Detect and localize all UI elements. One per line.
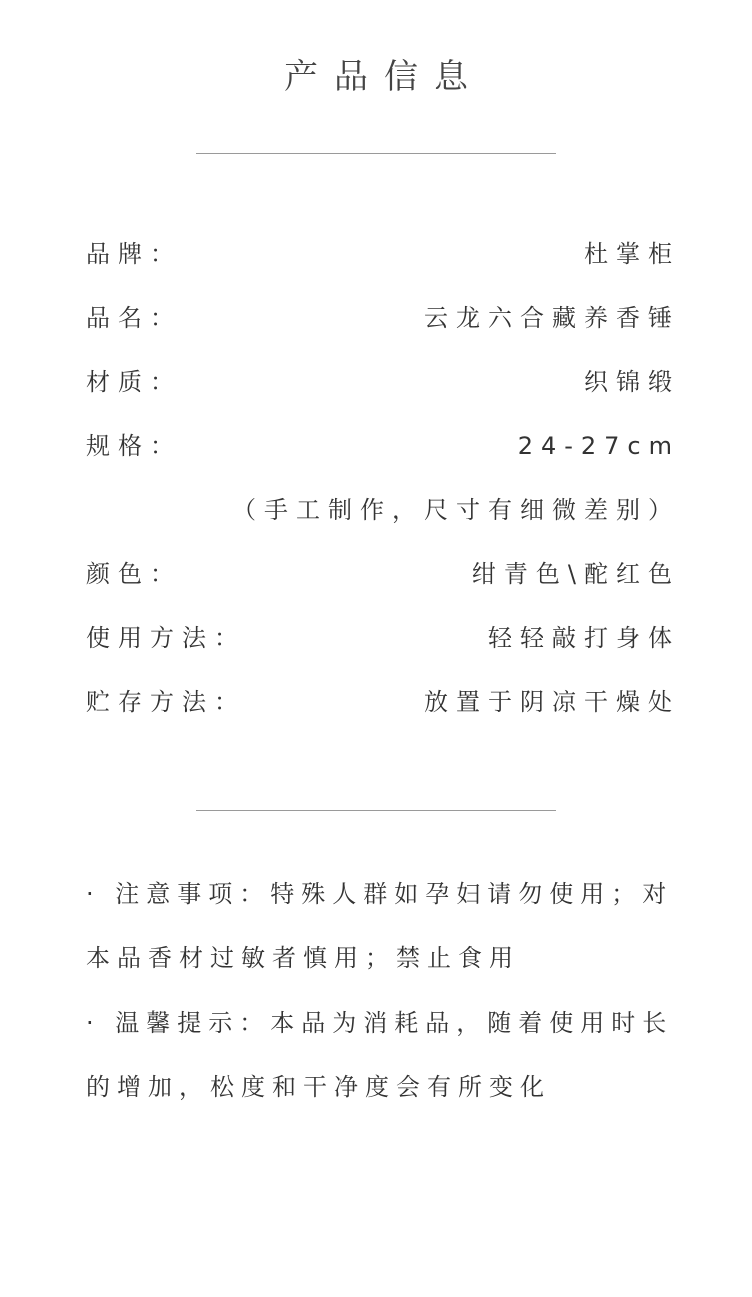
spec-value: 放置于阴凉干燥处 [424, 688, 680, 716]
spec-value: 轻轻敲打身体 [488, 624, 680, 652]
top-divider [196, 153, 556, 154]
spec-label: 规格： [86, 432, 182, 460]
note-line: 的增加，松度和干净度会有所变化 [86, 1073, 551, 1101]
spec-label: 品牌： [86, 240, 182, 268]
spec-row-material [86, 362, 680, 402]
spec-value: 绀青色\酡红色 [471, 560, 680, 588]
spec-row-size [86, 426, 680, 466]
note-line: 本品香材过敏者慎用；禁止食用 [86, 944, 520, 972]
spec-row-color [86, 554, 680, 594]
bottom-divider [196, 810, 556, 811]
spec-row-storage [86, 682, 680, 722]
spec-row-product-name [86, 298, 680, 338]
spec-value: 织锦缎 [584, 368, 680, 396]
spec-label: 使用方法： [86, 624, 246, 652]
spec-label: 贮存方法： [86, 688, 246, 716]
spec-value: 24-27cm [517, 432, 680, 460]
spec-label: 材质： [86, 368, 182, 396]
note-line: · 注意事项：特殊人群如孕妇请勿使用；对 [86, 880, 674, 908]
spec-row-size-note [86, 490, 680, 530]
spec-value: 杜掌柜 [584, 240, 680, 268]
spec-value: 云龙六合藏养香锤 [424, 304, 680, 332]
page-title: 产品信息 [284, 57, 484, 97]
spec-row-brand [86, 234, 680, 274]
spec-row-usage [86, 618, 680, 658]
spec-value: （手工制作，尺寸有细微差别） [232, 496, 680, 524]
spec-label: 颜色： [86, 560, 182, 588]
spec-label: 品名： [86, 304, 182, 332]
note-line: · 温馨提示：本品为消耗品，随着使用时长 [86, 1009, 674, 1037]
